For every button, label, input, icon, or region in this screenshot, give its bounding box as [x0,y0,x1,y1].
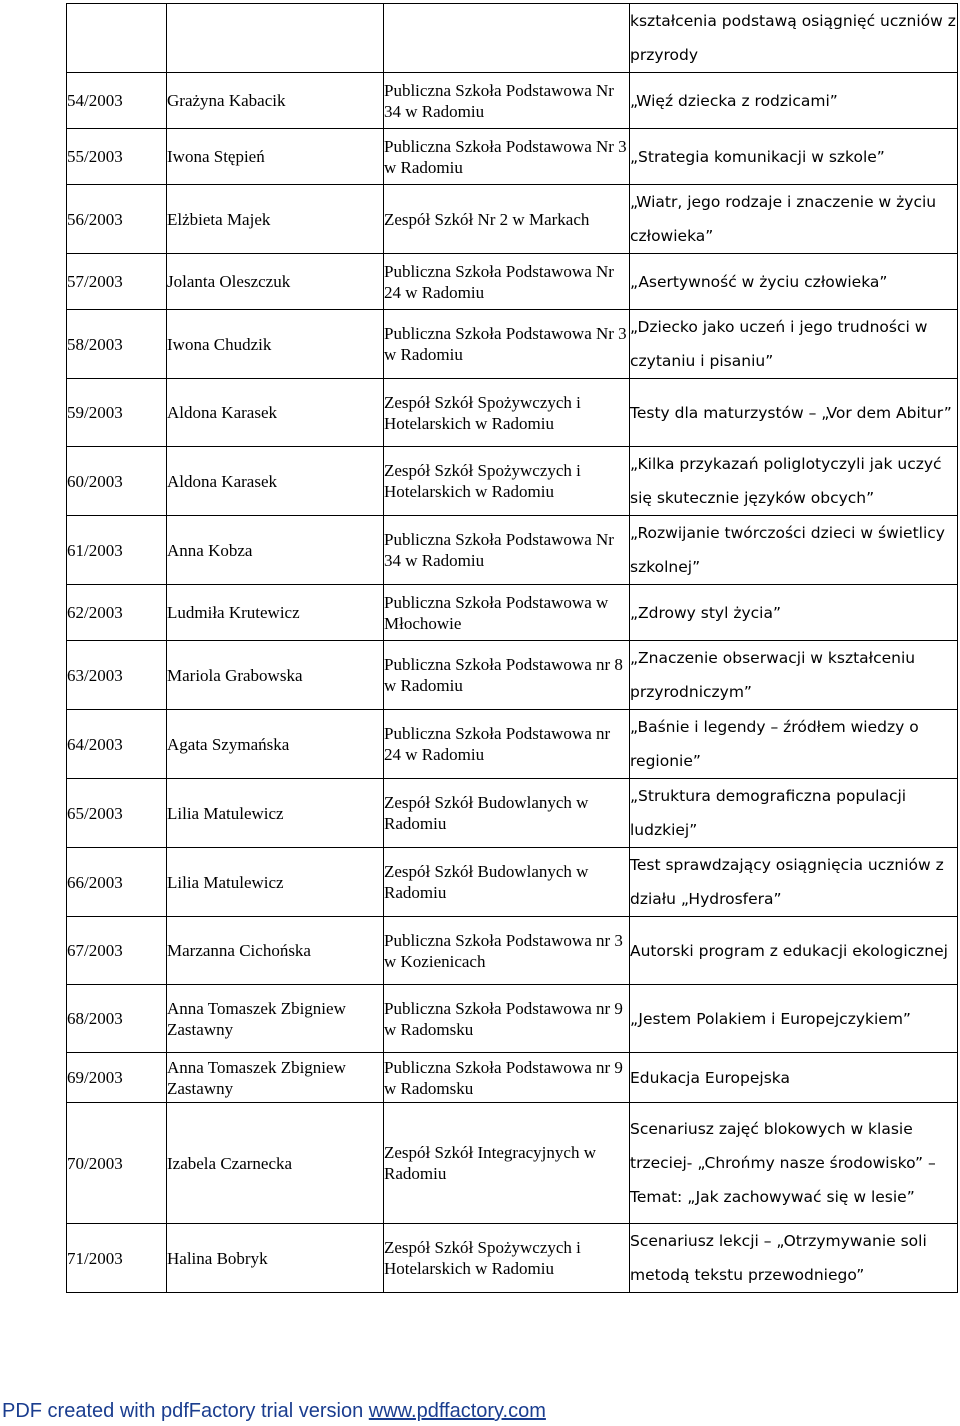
cell-name: Elżbieta Majek [167,185,384,254]
pdf-footer [2,1400,546,1423]
cell-school: Zespół Szkół Integracyjnych w Radomiu [384,1103,630,1224]
cell-num: 65/2003 [67,779,167,848]
cell-num: 55/2003 [67,129,167,185]
cell-title: „Kilka przykazań poliglotyczyli jak uczyć się skutecznie języków obcych” [630,447,958,516]
cell-num: 62/2003 [67,585,167,641]
cell-name: Jolanta Oleszczuk [167,254,384,310]
cell-school: Zespół Szkół Spożywczych i Hotelarskich w Radomiu [384,447,630,516]
cell-title: „Wiatr, jego rodzaje i znaczenie w życiu człowieka” [630,185,958,254]
table-row [67,641,958,710]
cell-title: Edukacja Europejska [630,1053,958,1103]
table-row [67,985,958,1053]
cell-num [67,4,167,73]
cell-name: Izabela Czarnecka [167,1103,384,1224]
table-row [67,73,958,129]
table-row [67,516,958,585]
footer-link[interactable]: www.pdffactory.com [368,1400,546,1422]
cell-name: Aldona Karasek [167,379,384,447]
cell-school: Zespół Szkół Spożywczych i Hotelarskich w Radomiu [384,379,630,447]
table-row [67,1224,958,1293]
cell-school: Publiczna Szkoła Podstawowa Nr 34 w Radomiu [384,73,630,129]
cell-school: Zespół Szkół Budowlanych w Radomiu [384,848,630,917]
cell-num: 68/2003 [67,985,167,1053]
cell-title: Scenariusz zajęć blokowych w klasie trzeciej- „Chrońmy nasze środowisko” – Temat: „Jak zachowywać się w lesie” [630,1103,958,1224]
cell-name: Lilia Matulewicz [167,848,384,917]
cell-num: 70/2003 [67,1103,167,1224]
table-row [67,917,958,985]
cell-school: Zespół Szkół Spożywczych i Hotelarskich w Radomiu [384,1224,630,1293]
table-row [67,710,958,779]
cell-school: Publiczna Szkoła Podstawowa w Młochowie [384,585,630,641]
cell-num: 67/2003 [67,917,167,985]
cell-name: Anna Kobza [167,516,384,585]
cell-name: Iwona Stępień [167,129,384,185]
cell-name: Ludmiła Krutewicz [167,585,384,641]
table-row [67,779,958,848]
cell-num: 59/2003 [67,379,167,447]
cell-num: 63/2003 [67,641,167,710]
cell-name: Mariola Grabowska [167,641,384,710]
cell-name: Lilia Matulewicz [167,779,384,848]
cell-title: „Jestem Polakiem i Europejczykiem” [630,985,958,1053]
cell-school: Publiczna Szkoła Podstawowa nr 8 w Radomiu [384,641,630,710]
cell-num: 69/2003 [67,1053,167,1103]
cell-school: Publiczna Szkoła Podstawowa nr 9 w Radomsku [384,985,630,1053]
table-body [67,4,958,1293]
document-table [66,3,958,1293]
cell-name: Marzanna Cichońska [167,917,384,985]
cell-title: „Rozwijanie twórczości dzieci w świetlicy szkolnej” [630,516,958,585]
cell-num: 64/2003 [67,710,167,779]
table-row [67,848,958,917]
cell-school: Zespół Szkół Nr 2 w Markach [384,185,630,254]
cell-school: Publiczna Szkoła Podstawowa Nr 3 w Radomiu [384,129,630,185]
cell-num: 56/2003 [67,185,167,254]
cell-school: Zespół Szkół Budowlanych w Radomiu [384,779,630,848]
cell-num: 54/2003 [67,73,167,129]
table-row [67,4,958,73]
cell-num: 71/2003 [67,1224,167,1293]
cell-num: 61/2003 [67,516,167,585]
table-row [67,1103,958,1224]
cell-title: „Struktura demograficzna populacji ludzkiej” [630,779,958,848]
cell-school: Publiczna Szkoła Podstawowa nr 3 w Kozienicach [384,917,630,985]
table-row [67,447,958,516]
cell-name: Anna Tomaszek Zbigniew Zastawny [167,985,384,1053]
cell-num: 58/2003 [67,310,167,379]
cell-title: Scenariusz lekcji – „Otrzymywanie soli metodą tekstu przewodniego” [630,1224,958,1293]
cell-school [384,4,630,73]
table-row [67,129,958,185]
cell-name: Halina Bobryk [167,1224,384,1293]
table-row [67,254,958,310]
cell-title: Testy dla maturzystów – „Vor dem Abitur” [630,379,958,447]
cell-school: Publiczna Szkoła Podstawowa nr 24 w Radomiu [384,710,630,779]
cell-title: kształcenia podstawą osiągnięć uczniów z przyrody [630,4,958,73]
cell-name: Aldona Karasek [167,447,384,516]
cell-title: „Zdrowy styl życia” [630,585,958,641]
cell-school: Publiczna Szkoła Podstawowa Nr 24 w Radomiu [384,254,630,310]
table-row [67,379,958,447]
cell-title: „Strategia komunikacji w szkole” [630,129,958,185]
table-row [67,585,958,641]
table-row [67,1053,958,1103]
cell-school: Publiczna Szkoła Podstawowa Nr 3 w Radomiu [384,310,630,379]
table-row [67,310,958,379]
cell-name: Anna Tomaszek Zbigniew Zastawny [167,1053,384,1103]
cell-title: „Asertywność w życiu człowieka” [630,254,958,310]
cell-title: „Więź dziecka z rodzicami” [630,73,958,129]
cell-name: Grażyna Kabacik [167,73,384,129]
cell-name: Agata Szymańska [167,710,384,779]
cell-num: 57/2003 [67,254,167,310]
cell-num: 60/2003 [67,447,167,516]
cell-school: Publiczna Szkoła Podstawowa Nr 34 w Radomiu [384,516,630,585]
cell-num: 66/2003 [67,848,167,917]
cell-title: „Znaczenie obserwacji w kształceniu przyrodniczym” [630,641,958,710]
cell-title: „Baśnie i legendy – źródłem wiedzy o regionie” [630,710,958,779]
cell-school: Publiczna Szkoła Podstawowa nr 9 w Radomsku [384,1053,630,1103]
table-row [67,185,958,254]
cell-name: Iwona Chudzik [167,310,384,379]
cell-title: Test sprawdzający osiągnięcia uczniów z działu „Hydrosfera” [630,848,958,917]
cell-title: „Dziecko jako uczeń i jego trudności w czytaniu i pisaniu” [630,310,958,379]
footer-text: PDF created with pdfFactory trial version [2,1400,369,1422]
cell-title: Autorski program z edukacji ekologicznej [630,917,958,985]
cell-name [167,4,384,73]
